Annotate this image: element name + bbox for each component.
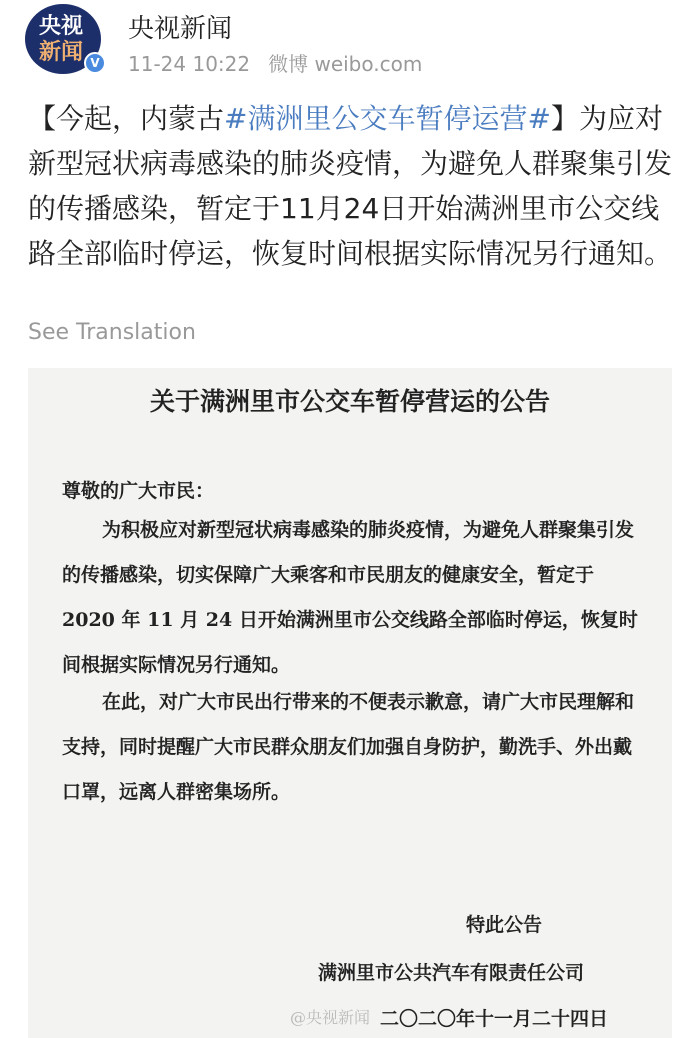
see-translation-link[interactable]: See Translation — [28, 320, 196, 345]
post-source: 微博 weibo.com — [268, 52, 423, 76]
account-name[interactable]: 央视新闻 — [128, 14, 233, 44]
weibo-watermark: @央视新闻 — [290, 1008, 371, 1027]
notice-paragraph-1: 为积极应对新型冠状病毒感染的肺炎疫情，为避免人群聚集引发的传播感染，切实保障广大乘客和市民朋友的健康安全，暂定于 2020 年 11 月 24 日开始满洲里市公交线路全部临时停运，恢复时间根据实际情况另行通知。 — [62, 519, 638, 676]
post-prefix: 【今起，内蒙古 — [28, 102, 225, 135]
notice-title: 关于满洲里市公交车暂停营运的公告 — [149, 387, 550, 416]
post-time: 11-24 10:22 — [128, 52, 251, 76]
post-text — [28, 96, 678, 276]
post-meta — [128, 48, 440, 77]
notice-image[interactable] — [28, 368, 672, 1038]
notice-company: 满洲里市公共汽车有限责任公司 — [318, 962, 585, 984]
post-body: 】为应对新型冠状病毒感染的肺炎疫情，为避免人群聚集引发的传播感染，暂定于11月24日开始满洲里市公交线路全部临时停运，恢复时间根据实际情况另行通知。 — [28, 102, 673, 270]
verified-badge-icon: V — [84, 52, 106, 74]
notice-greeting: 尊敬的广大市民： — [62, 480, 215, 502]
avatar-text-2: 新闻 — [39, 40, 84, 65]
notice-closing: 特此公告 — [466, 914, 543, 936]
hashtag-link[interactable]: #满洲里公交车暂停运营# — [224, 102, 551, 135]
notice-paragraph-2: 在此，对广大市民出行带来的不便表示歉意，请广大市民理解和支持，同时提醒广大市民群众朋友们加强自身防护，勤洗手、外出戴口罩，远离人群密集场所。 — [62, 691, 635, 803]
notice-date: 二〇二〇年十一月二十四日 — [380, 1008, 609, 1030]
avatar-text: 央视 — [39, 14, 84, 39]
